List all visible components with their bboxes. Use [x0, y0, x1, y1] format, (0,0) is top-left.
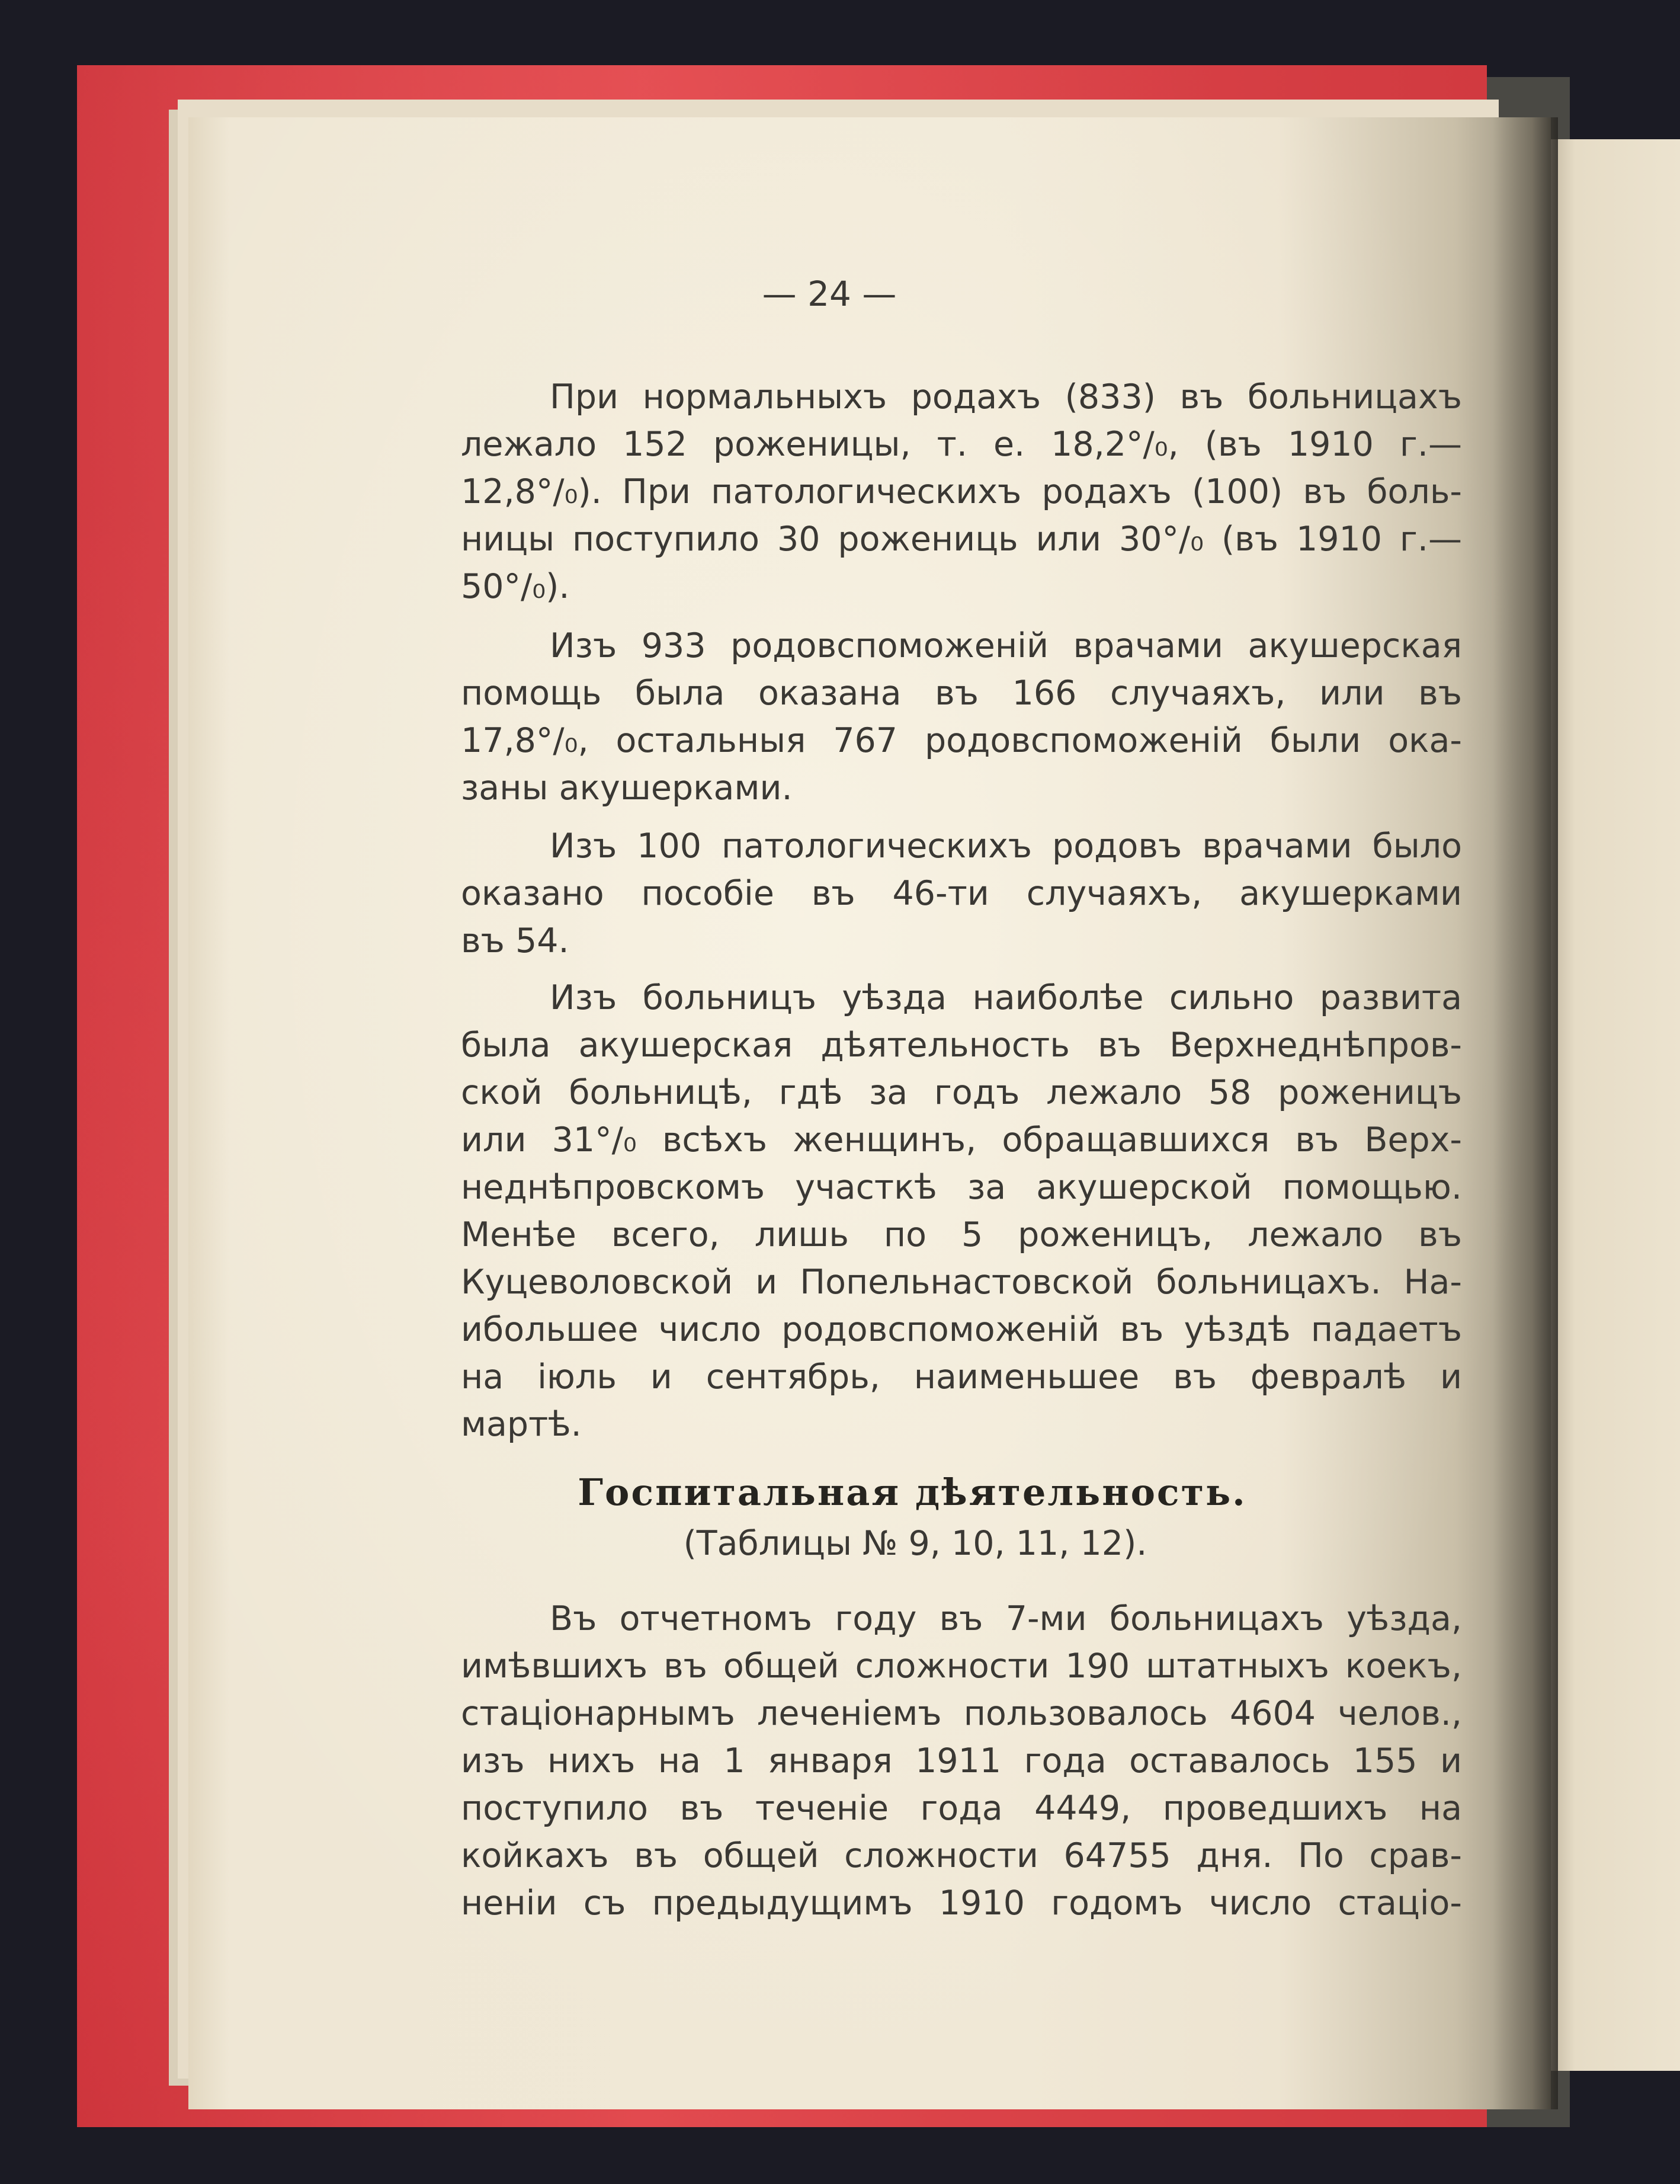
- text-line: койкахъ въ общей сложности 64755 дня. По срав-: [461, 1836, 1462, 1875]
- text-line: Изъ 933 родовспоможеній врачами акушерская: [550, 626, 1462, 665]
- text-line: неднѣпровскомъ участкѣ за акушерской помощью.: [461, 1168, 1462, 1207]
- text-line: заны акушерками.: [461, 768, 793, 808]
- text-line: 50°/₀).: [461, 567, 570, 606]
- text-line: 17,8°/₀, остальныя 767 родовспоможеній были ока-: [461, 721, 1462, 760]
- text-line: 12,8°/₀). При патологическихъ родахъ (100) въ боль-: [461, 472, 1462, 511]
- text-line: стаціонарнымъ леченіемъ пользовалось 4604 челов.,: [461, 1694, 1462, 1733]
- text-line: При нормальныхъ родахъ (833) въ больницахъ: [550, 377, 1462, 417]
- text-line: лежало 152 роженицы, т. е. 18,2°/₀, (въ 1910 г.—: [461, 425, 1462, 464]
- spine-shadow: [1493, 117, 1558, 2109]
- text-line: ибольшее число родовспоможеній въ уѣздѣ падаетъ: [461, 1310, 1462, 1349]
- text-line: Въ отчетномъ году въ 7-ми больницахъ уѣзда,: [550, 1599, 1462, 1638]
- text-line: Куцеволовской и Попельнастовской больницахъ. На-: [461, 1263, 1462, 1302]
- text-line: мартѣ.: [461, 1405, 582, 1444]
- text-line: была акушерская дѣятельность въ Верхнеднѣпров-: [461, 1026, 1462, 1065]
- text-line: или 31°/₀ всѣхъ женщинъ, обращавшихся въ Верх-: [461, 1120, 1462, 1160]
- text-line: оказано пособіе въ 46-ти случаяхъ, акушерками: [461, 874, 1462, 913]
- text-line: поступило въ теченіе года 4449, проведшихъ на: [461, 1789, 1462, 1828]
- section-heading: Госпитальная дѣятельность.: [578, 1471, 1247, 1514]
- text-line: имѣвшихъ въ общей сложности 190 штатныхъ коекъ,: [461, 1647, 1462, 1686]
- facing-page: [1540, 139, 1680, 2071]
- text-line: въ 54.: [461, 921, 569, 960]
- text-line: неніи съ предыдущимъ 1910 годомъ число стаціо-: [461, 1884, 1462, 1923]
- text-line: на іюль и сентябрь, наименьшее въ февралѣ и: [461, 1357, 1462, 1397]
- text-line: Изъ больницъ уѣзда наиболѣе сильно развита: [550, 978, 1462, 1017]
- page-number: — 24 —: [762, 274, 897, 314]
- text-line: изъ нихъ на 1 января 1911 года оставалось 155 и: [461, 1741, 1462, 1780]
- section-subheading: (Таблицы № 9, 10, 11, 12).: [683, 1524, 1147, 1563]
- text-line: Изъ 100 патологическихъ родовъ врачами было: [550, 827, 1462, 866]
- text-line: Менѣе всего, лишь по 5 роженицъ, лежало въ: [461, 1215, 1462, 1254]
- text-line: ницы поступило 30 рожениць или 30°/₀ (въ 1910 г.—: [461, 520, 1462, 559]
- text-line: помощь была оказана въ 166 случаяхъ, или въ: [461, 674, 1462, 713]
- text-line: ской больницѣ, гдѣ за годъ лежало 58 роженицъ: [461, 1073, 1462, 1112]
